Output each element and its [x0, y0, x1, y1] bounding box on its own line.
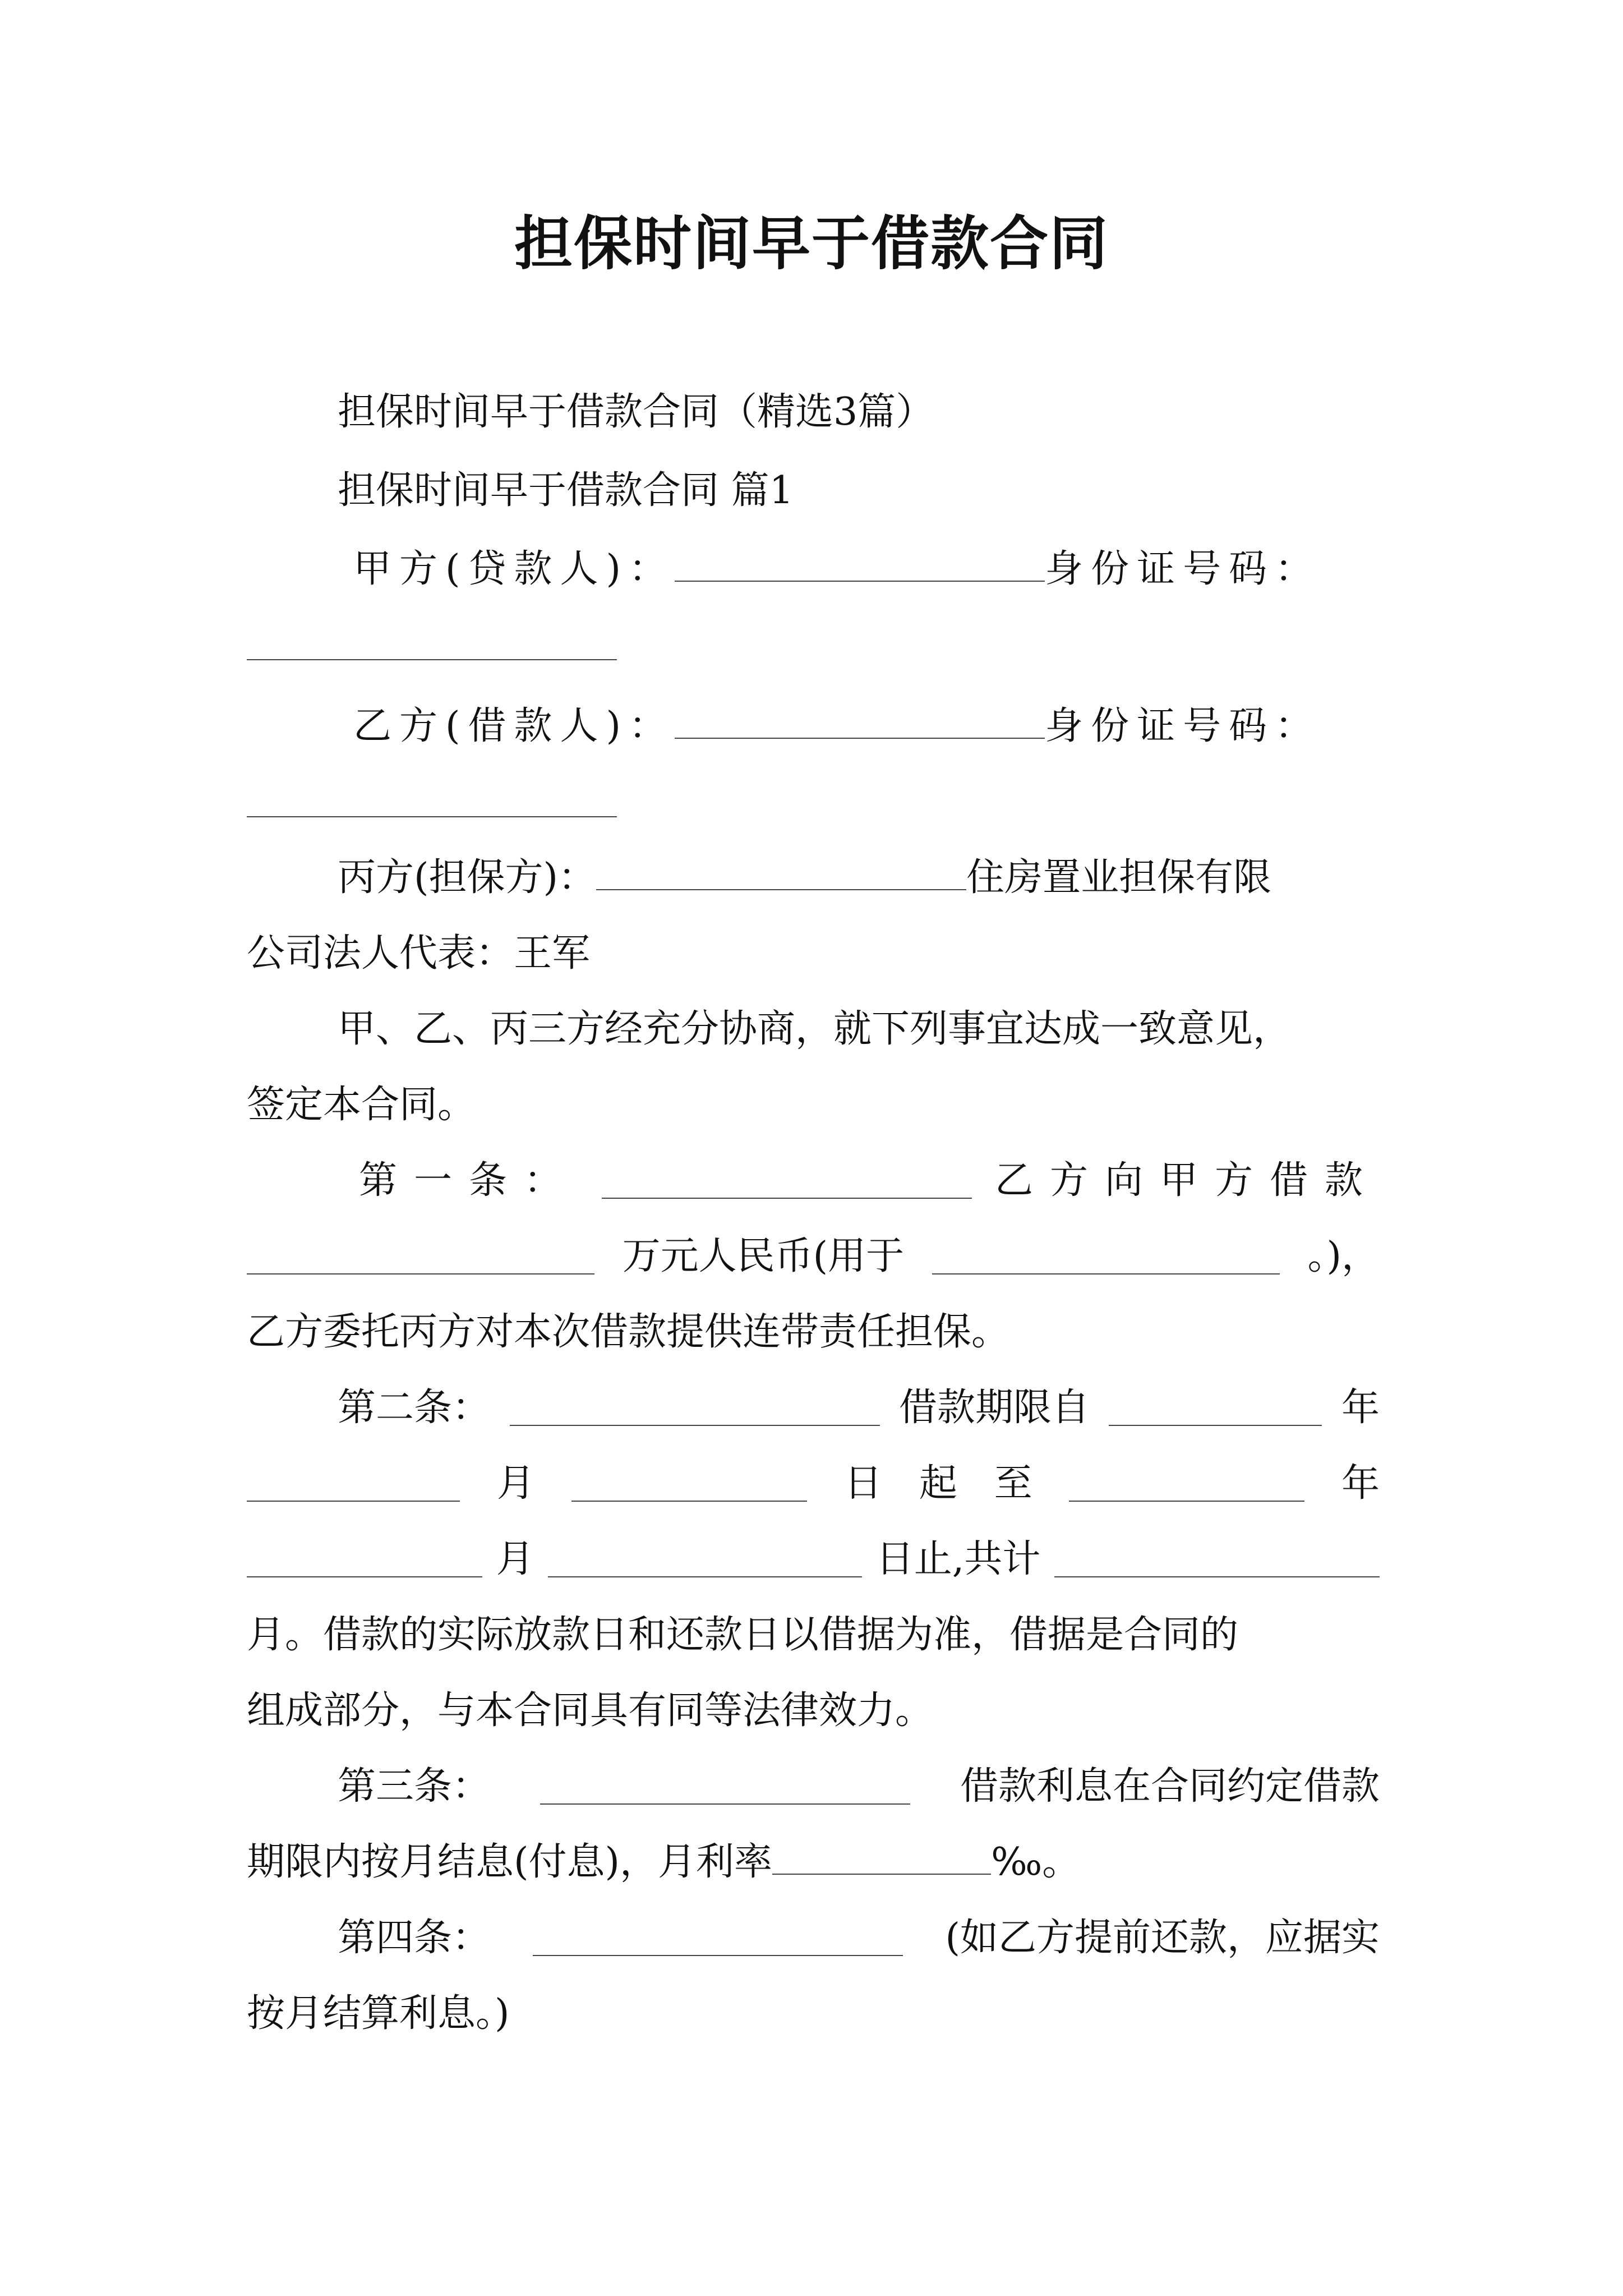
article-2-end-day-field[interactable] [548, 1542, 862, 1577]
article-2-start-month-field[interactable] [247, 1466, 460, 1502]
article-1-purpose-field[interactable] [932, 1239, 1280, 1274]
party-a-id-label: 身份证号码： [1045, 547, 1321, 591]
article-2-zhi: 至 [994, 1461, 1032, 1506]
article-2-text: 借款期限自 [898, 1386, 1090, 1430]
article-1-end: 。)， [1307, 1234, 1380, 1278]
article-2-start-day-field[interactable] [571, 1466, 807, 1502]
article-2-line-3 [247, 1529, 1380, 1590]
document-subtitle [247, 381, 1380, 443]
article-2-year-1: 年 [1341, 1386, 1380, 1430]
article-2-start-year-field[interactable] [1109, 1390, 1322, 1426]
article-1-unit: 万元人民币(用于 [622, 1234, 905, 1278]
article-4-line-1 [247, 1907, 1380, 1969]
article-4-label: 第四条： [338, 1916, 491, 1960]
intro-line-1 [247, 999, 1380, 1060]
article-4-text-2: 按月结算利息。) [247, 1991, 510, 2036]
article-1-amount-field[interactable] [247, 1239, 594, 1274]
article-3-rate-field[interactable] [772, 1839, 991, 1875]
article-3-label: 第三条： [338, 1764, 491, 1809]
party-a-name-field[interactable] [675, 546, 1045, 582]
party-c-rep-line [247, 923, 1380, 984]
article-2-qi: 起 [919, 1461, 957, 1506]
document-title: 担保时间早于借款合同 [514, 209, 1109, 278]
subtitle-text: 担保时间早于借款合同（精选3篇） [338, 390, 934, 434]
article-1-text: 乙方向甲方借款 [994, 1158, 1380, 1203]
article-2-line-1 [247, 1377, 1380, 1439]
article-1-line-3 [247, 1301, 1380, 1363]
intro-text-1: 甲、乙、丙三方经充分协商，就下列事宜达成一致意见， [338, 1007, 1292, 1051]
article-1-label: 第一条： [359, 1158, 579, 1203]
article-2-line-2 [247, 1453, 1380, 1515]
party-c-label: 丙方(担保方)： [338, 855, 597, 900]
party-c-line [247, 847, 1380, 909]
article-3-line-1 [247, 1756, 1380, 1818]
article-2-month-1: 月 [496, 1461, 535, 1506]
article-2-stop: 日止,共计 [875, 1537, 1041, 1581]
article-2-end-month-field[interactable] [247, 1542, 482, 1577]
article-2-text-5: 组成部分，与本合同具有同等法律效力。 [247, 1688, 934, 1733]
article-2-label: 第二条： [338, 1386, 491, 1430]
article-3-text: 借款利息在合同约定借款 [960, 1764, 1380, 1809]
article-2-year-2: 年 [1341, 1461, 1380, 1506]
article-3-line-2 [247, 1832, 1380, 1893]
party-c-field[interactable] [596, 854, 966, 890]
section-heading [247, 460, 1380, 522]
party-a-line [247, 539, 1380, 600]
intro-text-2: 签定本合同。 [247, 1083, 476, 1127]
party-a-id-line [247, 617, 1380, 679]
article-2-total-months-field[interactable] [1054, 1542, 1380, 1577]
article-3-field-1[interactable] [540, 1769, 910, 1805]
article-4-field-1[interactable] [533, 1920, 903, 1956]
party-b-id-label: 身份证号码： [1045, 704, 1321, 748]
article-3-rate-text: 期限内按月结息(付息)，月利率 [247, 1840, 773, 1884]
article-2-line-5 [247, 1680, 1380, 1742]
article-2-line-4 [247, 1604, 1380, 1666]
article-1-guarantee: 乙方委托丙方对本次借款提供连带责任担保。 [247, 1310, 1010, 1354]
party-b-line [247, 696, 1380, 757]
article-4-text: (如乙方提前还款，应据实 [945, 1916, 1380, 1960]
party-a-id-field[interactable] [247, 624, 617, 660]
article-1-line-1 [247, 1150, 1380, 1212]
party-a-label: 甲方(贷款人)： [353, 547, 675, 591]
article-2-day-1: 日 [844, 1461, 883, 1506]
party-c-company: 住房置业担保有限 [966, 855, 1272, 900]
article-1-line-2 [247, 1226, 1380, 1287]
article-3-permille: ‰。 [991, 1840, 1081, 1884]
party-c-rep: 公司法人代表：王军 [247, 931, 591, 976]
article-2-month-2: 月 [496, 1537, 534, 1581]
party-b-name-field[interactable] [675, 703, 1045, 739]
party-b-id-field[interactable] [247, 781, 617, 817]
article-1-field-1[interactable] [602, 1163, 972, 1199]
section-text: 担保时间早于借款合同 篇1 [338, 468, 794, 513]
intro-line-2 [247, 1074, 1380, 1136]
article-2-end-year-field[interactable] [1069, 1466, 1304, 1502]
article-2-text-4: 月。借款的实际放款日和还款日以借据为准，借据是合同的 [247, 1613, 1239, 1657]
party-b-label: 乙方(借款人)： [353, 704, 675, 748]
article-4-line-2 [247, 1983, 1380, 2045]
party-b-id-line [247, 774, 1380, 836]
article-2-field-1[interactable] [510, 1390, 880, 1426]
